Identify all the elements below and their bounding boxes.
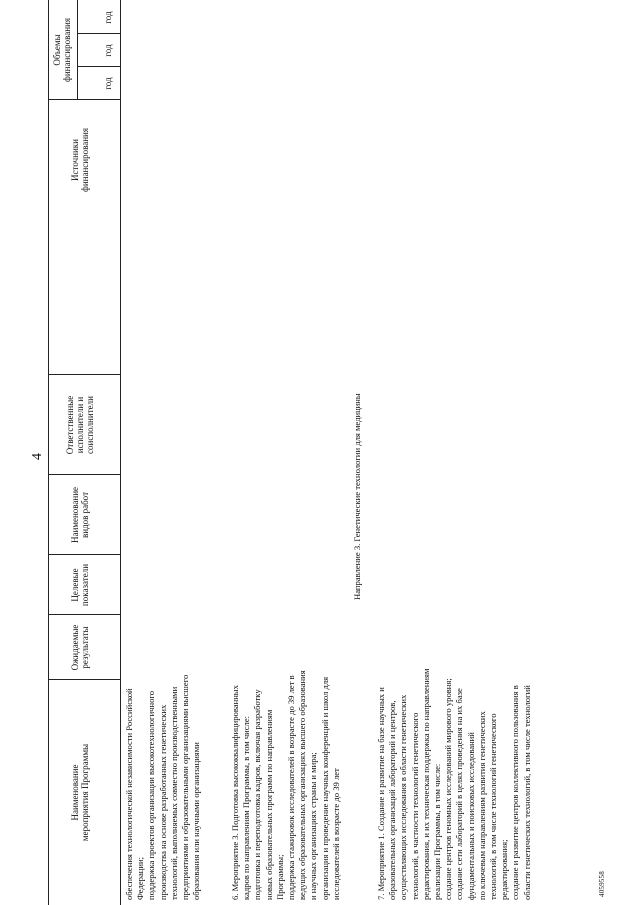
header-volumes: Объемы финансирования [52, 18, 72, 82]
header-results: Ожидаемые результаты [70, 624, 90, 671]
table-body [120, 0, 600, 905]
table-header [48, 0, 120, 905]
header-name: Наименование мероприятия Программы [70, 743, 90, 842]
measure-6-text: 6. Мероприятие 3. Подготовка высококвалифицированных кадров по направлениям Программы, в том числе: подготовка и переподготовка кадров, включая разработку новых образовательных программ по направлениям Программы; поддержка стажировок исследователей в возрасте до 39 лет в ведущих образовательных организациях высшего образования и научных организациях страны и мира; организация и проведение научных конференций и школ для исследователей в возрасте до 39 лет [230, 670, 341, 900]
direction-heading: Направление 3. Генетические технологии для медицины [352, 393, 362, 600]
document-code: 4059558 [598, 871, 606, 897]
header-sources: Источники финансирования [70, 128, 90, 192]
header-indicators: Целевые показатели [70, 563, 90, 607]
measure-7-text: 7. Мероприятие 1. Создание и развитие на базе научных и образовательных организаций лабораторий и центров, осуществляющих исследования в области генетических технологий, в частности технологий генетического редактирования, и их техническая поддержка по направлениям реализации Программы, в том числе: создание центров геномных исследований мирового уровня; создание сети лабораторий в целях проведения на их базе фундаментальных и поисковых исследований по ключевым направлениям развития генетических технологий, в том числе технологий генетического редактирования; создание и развитие центров коллективного пользования в области генетических технологий, в том числе технологий [376, 668, 532, 900]
page-number: 4 [30, 453, 45, 460]
header-executors: Ответственные исполнители и соисполнители [65, 395, 95, 455]
measure-continuation-text: обеспечения технологической независимости Российской Федерации; поддержка проектов организации высокотехнологичного производства на основе разработанных генетических технологий, выполняемых совместно производственными предприятиями и образовательными организациями высшего образования или научными организациями [124, 674, 202, 900]
header-works: Наименование видов работ [70, 486, 90, 544]
header-year: год [103, 11, 113, 24]
header-year: год [103, 44, 113, 57]
header-year: год [103, 77, 113, 90]
